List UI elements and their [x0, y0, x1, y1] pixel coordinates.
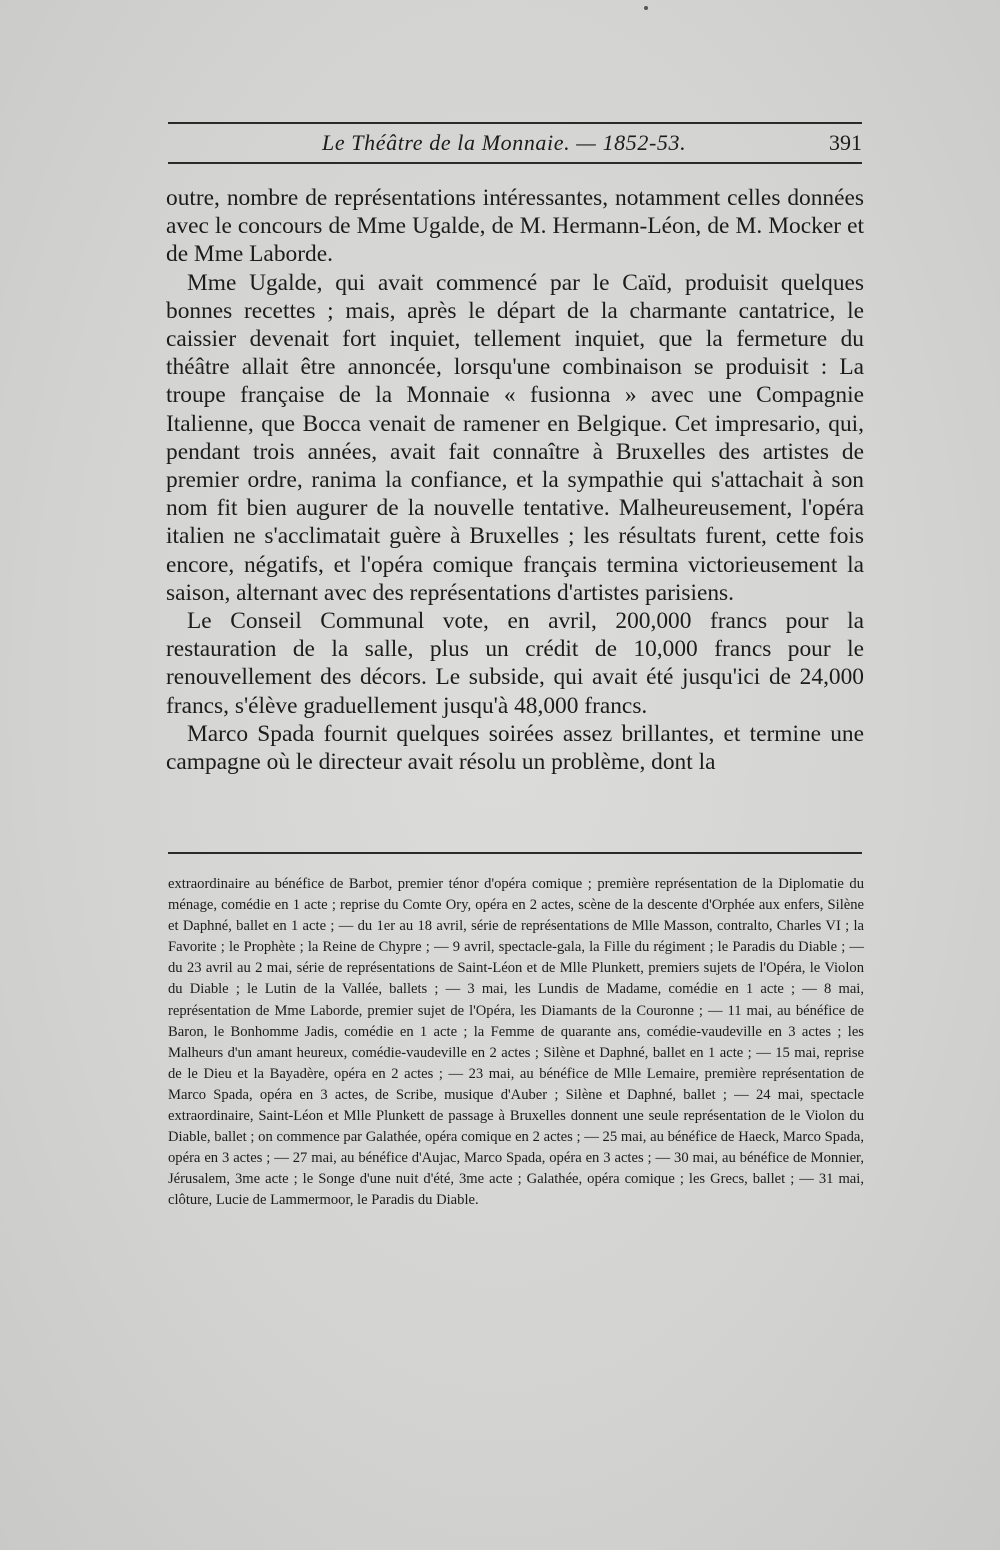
- running-head: [168, 126, 862, 160]
- main-text: [166, 184, 864, 776]
- page-number: 391: [829, 130, 862, 155]
- ink-speck: [644, 6, 648, 10]
- body-paragraph: Le Conseil Communal vote, en avril, 200,000 francs pour la restauration de la salle, plus un crédit de 10,000 francs pour le renouvellement des décors. Le subside, qui avait été jusqu'ici de 24,000 francs, s'élève graduellement jusqu'à 48,000 francs.: [166, 608, 864, 719]
- footnote-text: extraordinaire au bénéfice de Barbot, premier ténor d'opéra comique ; première représentation de la Diplomatie du ménage, comédie en 1 acte ; reprise du Comte Ory, opéra en 2 actes, scène de la descente d'Orphée aux enfers, Silène et Daphné, ballet en 1 acte ; — du 1er au 18 avril, série de représentations de Mlle Masson, contralto, Charles VI ; la Favorite ; le Prophète ; la Reine de Chypre ; — 9 avril, spectacle-gala, la Fille du régiment ; le Paradis du Diable ; — du 23 avril au 2 mai, série de représentations de Saint-Léon et de Mlle Plunkett, premiers sujets de l'Opéra, le Violon du Diable ; le Lutin de la Vallée, ballets ; — 3 mai, les Lundis de Madame, comédie en 1 acte ; — 8 mai, représentation de Mme Laborde, premier sujet de l'Opéra, les Diamants de la Couronne ; — 11 mai, au bénéfice de Baron, le Bonhomme Jadis, comédie en 1 acte ; la Femme de quarante ans, comédie-vaudeville en 3 actes ; les Malheurs d'un amant heureux, comédie-vaudeville en 2 actes ; Silène et Daphné, ballet en 1 acte ; — 15 mai, reprise de le Dieu et la Bayadère, opéra en 2 actes ; — 23 mai, au bénéfice de Mlle Lemaire, première représentation de Marco Spada, opéra en 3 actes, de Scribe, musique d'Auber ; Silène et Daphné, ballet ; — 24 mai, spectacle extraordinaire, Saint-Léon et Mlle Plunkett de passage à Bruxelles donnent une seule représentation de le Violon du Diable, ballet ; on commence par Galathée, opéra comique en 2 actes ; — 25 mai, au bénéfice de Haeck, Marco Spada, opéra en 3 actes ; — 27 mai, au bénéfice d'Aujac, Marco Spada, opéra en 3 actes ; — 30 mai, au bénéfice de Monnier, Jérusalem, 3me acte ; le Songe d'une nuit d'été, 3me acte ; Galathée, opéra comique ; les Grecs, ballet ; — 31 mai, clôture, Lucie de Lammermoor, le Paradis du Diable.: [168, 876, 864, 1209]
- body-paragraph: Marco Spada fournit quelques soirées assez brillantes, et termine une campagne où le directeur avait résolu un problème, dont la: [166, 720, 864, 776]
- footnote-rule: [168, 852, 862, 854]
- header-rule-top: [168, 122, 862, 124]
- header-rule-bottom: [168, 162, 862, 164]
- footnote: [168, 874, 864, 1212]
- body-paragraph: Mme Ugalde, qui avait commencé par le Caïd, produisit quelques bonnes recettes ; mais, après le départ de la charmante cantatrice, le caissier devenait fort inquiet, tellement inquiet, que la fermeture du théâtre allait être annoncée, lorsqu'une combinaison se produisit : La troupe française de la Monnaie « fusionna » avec une Compagnie Italienne, que Bocca venait de ramener en Belgique. Cet impresario, qui, pendant trois années, avait fait connaître à Bruxelles des artistes de premier ordre, ranima la confiance, et la sympathie qui s'attachait à son nom fit bien augurer de la nouvelle tentative. Malheureusement, l'opéra italien ne s'acclimatait guère à Bruxelles ; les résultats furent, cette fois encore, négatifs, et l'opéra comique français termina victorieusement la saison, alternant avec des représentations d'artistes parisiens.: [166, 269, 864, 606]
- body-paragraph: outre, nombre de représentations intéressantes, notamment celles données avec le concours de Mme Ugalde, de M. Hermann-Léon, de M. Mocker et de Mme Laborde.: [166, 185, 864, 268]
- running-head-title: Le Théâtre de la Monnaie. — 1852-53.: [322, 130, 687, 155]
